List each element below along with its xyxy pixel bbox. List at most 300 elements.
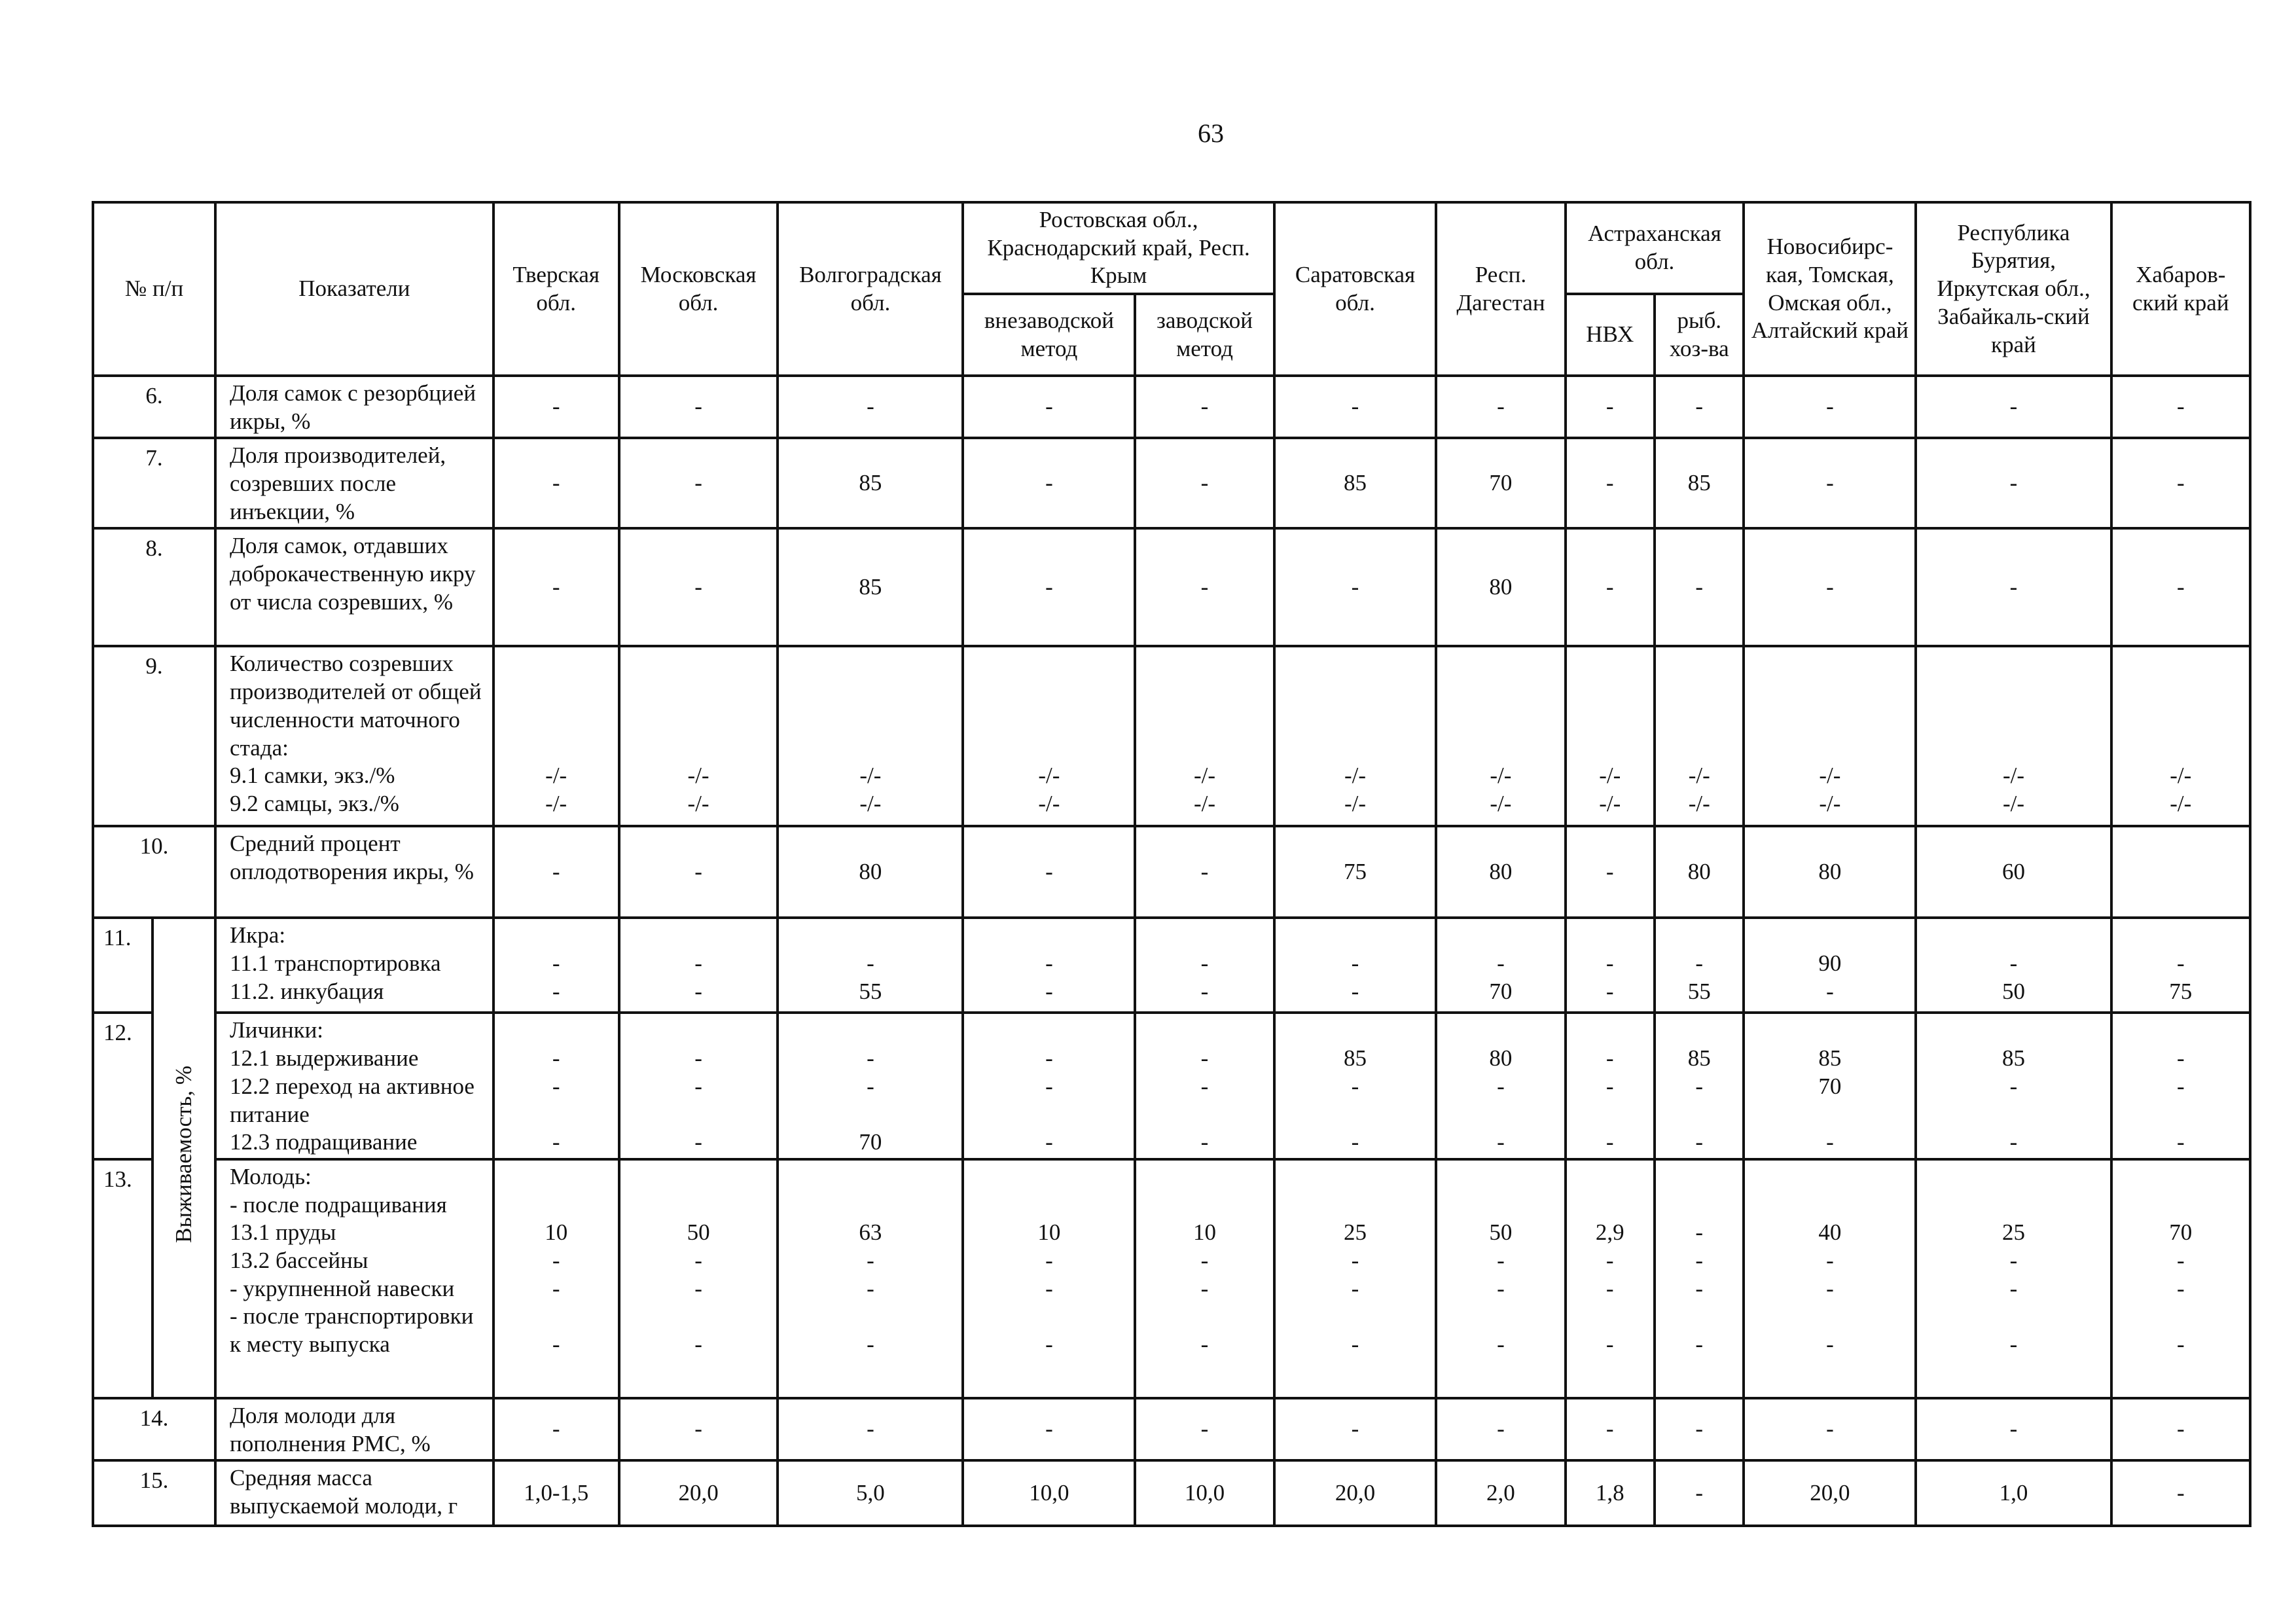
value-cell [1274, 826, 1437, 918]
value: - [1497, 1247, 1505, 1273]
indicator-line: Средний процент оплодотворения икры, % [230, 831, 474, 885]
spacer [968, 1191, 1130, 1219]
header-num: № п/п [93, 202, 215, 376]
indicator-line: 11.2. инкубация [230, 978, 384, 1004]
value: - [552, 470, 560, 496]
value: 20,0 [1335, 1479, 1376, 1506]
value: 80 [1818, 859, 1842, 885]
survival-label: Выживаемость, % [170, 1066, 196, 1244]
spacer [1571, 1303, 1649, 1331]
spacer [1441, 1163, 1560, 1191]
value: - [1045, 950, 1053, 977]
value: 50 [1489, 1219, 1513, 1246]
spacer [1571, 1191, 1649, 1219]
spacer [1441, 1101, 1560, 1129]
value-cell [1135, 528, 1274, 646]
spacer [1921, 922, 2106, 950]
value-cell [619, 438, 778, 528]
spacer [783, 734, 958, 763]
value: - [1351, 950, 1359, 977]
spacer [2117, 650, 2245, 678]
value-cell [493, 438, 619, 528]
value-cell [1135, 1013, 1274, 1159]
value: -/- [1599, 763, 1621, 789]
indicator-line: - после транспортировки к месту выпуска [230, 1303, 474, 1358]
row-number: 11. [93, 918, 152, 1013]
spacer [499, 706, 614, 734]
value: -/- [1038, 790, 1060, 816]
value: - [867, 1331, 874, 1358]
spacer [624, 1191, 773, 1219]
value: - [1826, 470, 1834, 496]
spacer [783, 650, 958, 678]
value: - [694, 950, 702, 977]
row-number: 7. [93, 438, 215, 528]
value: 5,0 [856, 1479, 885, 1506]
spacer [783, 1303, 958, 1331]
value: - [552, 1331, 560, 1358]
value: - [1826, 1416, 1834, 1442]
spacer [1921, 1191, 2106, 1219]
value: - [2009, 574, 2018, 600]
value: - [1826, 393, 1834, 420]
indicator-line: Икра: [230, 922, 286, 948]
value: - [1045, 470, 1053, 496]
value: 50 [687, 1219, 710, 1246]
value: - [694, 978, 702, 1004]
value: 20,0 [678, 1479, 719, 1506]
value-cell [1436, 826, 1565, 918]
indicator-label [215, 376, 493, 438]
value: - [1497, 1073, 1505, 1099]
spacer [1441, 922, 1560, 950]
row-number: 10. [93, 826, 215, 918]
value: - [694, 1247, 702, 1273]
spacer [2117, 706, 2245, 734]
value: - [552, 1045, 560, 1072]
value: - [694, 1416, 702, 1442]
header-astrakhan-sub1: НВХ [1566, 294, 1655, 376]
spacer [499, 734, 614, 763]
indicator-line: Количество созревших производителей от общей численности маточного стада: [230, 651, 482, 761]
row-number: 12. [93, 1013, 152, 1159]
value: 63 [859, 1219, 882, 1246]
value: 10,0 [1184, 1479, 1225, 1506]
value: - [552, 859, 560, 885]
value: - [867, 1247, 874, 1273]
value-cell [1274, 438, 1437, 528]
value-cell [1566, 1460, 1655, 1526]
value: - [1605, 1073, 1614, 1099]
spacer [1921, 678, 2106, 706]
value: -/- [1193, 763, 1216, 789]
spacer [499, 922, 614, 950]
value: -/- [1344, 763, 1367, 789]
spacer [624, 1017, 773, 1045]
value-cell [1744, 528, 1916, 646]
value: - [1351, 1129, 1359, 1155]
value: 85 [1687, 1045, 1711, 1072]
indicator-line: Молодь: [230, 1163, 312, 1189]
table-row [93, 918, 2250, 1013]
spacer [499, 1191, 614, 1219]
spacer [1571, 734, 1649, 763]
value: - [1605, 1045, 1614, 1072]
value-cell [1436, 376, 1565, 438]
spacer [624, 922, 773, 950]
spacer [1280, 922, 1431, 950]
spacer [624, 1303, 773, 1331]
value-cell [1916, 376, 2111, 438]
spacer [2117, 1359, 2245, 1387]
value-cell [1655, 918, 1744, 1013]
indicator-line: 13.2 бассейны [230, 1247, 368, 1273]
value: - [552, 1073, 560, 1099]
value: - [1497, 1331, 1505, 1358]
value: - [1605, 1275, 1614, 1301]
value-cell [1566, 1398, 1655, 1460]
spacer [1660, 1303, 1739, 1331]
value: - [1695, 1129, 1704, 1155]
value-cell [619, 376, 778, 438]
value: - [1351, 393, 1359, 420]
value-cell [778, 1460, 963, 1526]
row-number: 9. [93, 646, 215, 826]
value: -/- [1819, 763, 1841, 789]
value-cell [1135, 1159, 1274, 1398]
value: - [1695, 393, 1704, 420]
value-cell [963, 1159, 1135, 1398]
value: - [1045, 1331, 1053, 1358]
value-cell [1566, 438, 1655, 528]
spacer [1749, 678, 1910, 706]
value: 70 [2169, 1219, 2193, 1246]
value-cell [963, 438, 1135, 528]
value: - [1045, 1416, 1053, 1442]
value: -/- [545, 763, 567, 789]
spacer [1921, 1303, 2106, 1331]
value-cell [1436, 438, 1565, 528]
indicator-label [215, 1013, 493, 1159]
header-rostov-group: Ростовская обл., Краснодарский край, Респ. Крым [963, 202, 1274, 294]
value-cell [2111, 646, 2250, 826]
value: - [1826, 1275, 1834, 1301]
value: - [867, 950, 874, 977]
spacer [624, 650, 773, 678]
value: - [867, 393, 874, 420]
spacer [499, 1359, 614, 1387]
spacer [968, 1303, 1130, 1331]
spacer [1660, 678, 1739, 706]
indicator-line: 13.1 пруды [230, 1219, 336, 1246]
spacer [2117, 1163, 2245, 1191]
value-cell [1566, 528, 1655, 646]
indicator-line: Личинки: [230, 1017, 324, 1043]
spacer [1280, 1191, 1431, 1219]
spacer [968, 922, 1130, 950]
value: - [552, 574, 560, 600]
spacer [968, 678, 1130, 706]
value: - [1497, 393, 1505, 420]
spacer [1140, 1163, 1268, 1191]
value: - [1351, 1331, 1359, 1358]
value-cell [1274, 1398, 1437, 1460]
spacer [1571, 1017, 1649, 1045]
spacer [783, 1017, 958, 1045]
spacer [1280, 1303, 1431, 1331]
value: - [1695, 1275, 1704, 1301]
value-cell [493, 646, 619, 826]
value-cell [778, 918, 963, 1013]
value: - [1045, 978, 1053, 1004]
value: - [1695, 1219, 1704, 1246]
spacer [1571, 706, 1649, 734]
value: - [1826, 978, 1834, 1004]
value: -/- [2170, 763, 2192, 789]
value-cell [1566, 376, 1655, 438]
value: - [2176, 1129, 2185, 1155]
table-row [93, 528, 2250, 646]
spacer [1921, 1163, 2106, 1191]
value-cell [2111, 918, 2250, 1013]
value: 80 [1489, 574, 1513, 600]
value-cell [1655, 376, 1744, 438]
value-cell [778, 1398, 963, 1460]
value-cell [778, 1159, 963, 1398]
indicator-label [215, 528, 493, 646]
data-table [92, 201, 2251, 1527]
spacer [1749, 1017, 1910, 1045]
value: 10 [545, 1219, 568, 1246]
value: 80 [1489, 859, 1513, 885]
value: 85 [859, 470, 882, 496]
spacer [1921, 650, 2106, 678]
value-cell [1916, 1013, 2111, 1159]
spacer [1140, 650, 1268, 678]
value: - [1497, 950, 1505, 977]
spacer [1660, 650, 1739, 678]
value: - [1200, 1129, 1209, 1155]
value: -/- [1344, 790, 1367, 816]
row-number: 6. [93, 376, 215, 438]
header-volgograd: Волгоградская обл. [778, 202, 963, 376]
table-row [93, 376, 2250, 438]
value: - [1605, 393, 1614, 420]
spacer [1140, 1017, 1268, 1045]
value: - [1695, 950, 1704, 977]
value-cell [1744, 1398, 1916, 1460]
value-cell [1274, 1013, 1437, 1159]
value: - [1826, 574, 1834, 600]
spacer [2117, 1017, 2245, 1045]
value-cell [963, 528, 1135, 646]
value: - [552, 1416, 560, 1442]
value: 10 [1193, 1219, 1216, 1246]
value: - [1200, 950, 1209, 977]
spacer [499, 1101, 614, 1129]
value-cell [1135, 918, 1274, 1013]
value: -/- [1038, 763, 1060, 789]
value-cell [1436, 1460, 1565, 1526]
value: -/- [1688, 790, 1710, 816]
value: -/- [687, 763, 709, 789]
value: - [1200, 470, 1209, 496]
spacer [1749, 706, 1910, 734]
value-cell [1916, 1460, 2111, 1526]
spacer [1571, 1101, 1649, 1129]
spacer [1140, 706, 1268, 734]
value-cell [619, 1460, 778, 1526]
spacer [1280, 1017, 1431, 1045]
value-cell [1655, 528, 1744, 646]
spacer [1749, 1303, 1910, 1331]
spacer [1921, 1017, 2106, 1045]
indicator-label [215, 646, 493, 826]
spacer [499, 650, 614, 678]
value-cell [1135, 646, 1274, 826]
value-cell [1916, 438, 2111, 528]
value-cell [778, 438, 963, 528]
value: 60 [2001, 859, 2025, 885]
value-cell [1655, 1159, 1744, 1398]
table-row [93, 1398, 2250, 1460]
value-cell [2111, 1460, 2250, 1526]
row-number: 8. [93, 528, 215, 646]
spacer [1660, 922, 1739, 950]
value-cell [619, 826, 778, 918]
indicator-line: 9.2 самцы, экз./% [230, 790, 399, 816]
table-row [93, 438, 2250, 528]
value-cell [1135, 1398, 1274, 1460]
value: - [2176, 1247, 2185, 1273]
value-cell [619, 646, 778, 826]
value: - [1045, 859, 1053, 885]
indicator-line: Доля самок, отдавших доброкачественную икру от числа созревших, % [230, 533, 476, 615]
indicator-line: Доля самок с резорбцией икры, % [230, 380, 476, 434]
spacer [1140, 1303, 1268, 1331]
value: -/- [1599, 790, 1621, 816]
value: -/- [1490, 763, 1512, 789]
value: 75 [1344, 859, 1367, 885]
spacer [1441, 1303, 1560, 1331]
value: - [2176, 1073, 2185, 1099]
value: 80 [1687, 859, 1711, 885]
value-cell [1274, 528, 1437, 646]
value-cell [1566, 646, 1655, 826]
spacer [2117, 734, 2245, 763]
value-cell [963, 918, 1135, 1013]
spacer [968, 650, 1130, 678]
value-cell [619, 1159, 778, 1398]
value: - [1200, 978, 1209, 1004]
value: 10,0 [1029, 1479, 1069, 1506]
value-cell [2111, 438, 2250, 528]
value: - [1605, 470, 1614, 496]
spacer [1921, 706, 2106, 734]
value-cell [1916, 646, 2111, 826]
spacer [1441, 1017, 1560, 1045]
value-cell [2111, 826, 2250, 918]
value-cell [963, 1398, 1135, 1460]
value-cell [778, 1013, 963, 1159]
value-cell [1274, 918, 1437, 1013]
value: - [2009, 1416, 2018, 1442]
value: 70 [859, 1129, 882, 1155]
spacer [1280, 1163, 1431, 1191]
value-cell [963, 1013, 1135, 1159]
spacer [783, 678, 958, 706]
value: - [867, 1073, 874, 1099]
value-cell [2111, 1398, 2250, 1460]
value-cell [493, 1460, 619, 1526]
spacer [2117, 1191, 2245, 1219]
spacer [624, 1163, 773, 1191]
spacer [1441, 734, 1560, 763]
indicator-line: - укрупненной навески [230, 1275, 455, 1301]
value-cell [619, 918, 778, 1013]
spacer [1749, 1359, 1910, 1387]
spacer [1749, 1163, 1910, 1191]
value-cell [778, 528, 963, 646]
value: -/- [545, 790, 567, 816]
spacer [1571, 650, 1649, 678]
spacer [1140, 1101, 1268, 1129]
header-moscow: Московская обл. [619, 202, 778, 376]
value-cell [1916, 1159, 2111, 1398]
header-saratov: Саратовская обл. [1274, 202, 1437, 376]
spacer [1571, 1163, 1649, 1191]
spacer [499, 1017, 614, 1045]
header-rostov-sub1: внезаводской метод [963, 294, 1135, 376]
table-row [93, 826, 2250, 918]
value: - [2009, 1247, 2018, 1273]
value-cell [1566, 918, 1655, 1013]
value: 1,8 [1595, 1479, 1624, 1506]
value-cell [1274, 646, 1437, 826]
value: - [867, 1275, 874, 1301]
value: 80 [1489, 1045, 1513, 1072]
spacer [1441, 1191, 1560, 1219]
value-cell [963, 376, 1135, 438]
value: - [2176, 1479, 2185, 1506]
value-cell [2111, 376, 2250, 438]
value-cell [1436, 1159, 1565, 1398]
spacer [1280, 1101, 1431, 1129]
spacer [1660, 1359, 1739, 1387]
value-cell [1436, 918, 1565, 1013]
value-cell [1566, 1159, 1655, 1398]
value: - [1605, 950, 1614, 977]
value: - [1605, 1416, 1614, 1442]
value: 85 [1818, 1045, 1842, 1072]
value: - [1695, 1073, 1704, 1099]
value: - [1045, 1045, 1053, 1072]
indicator-line: 12.1 выдерживание [230, 1045, 419, 1072]
table-body [93, 376, 2250, 1526]
value-cell [2111, 1159, 2250, 1398]
value: - [1605, 574, 1614, 600]
value-cell [1274, 376, 1437, 438]
value: - [1200, 393, 1209, 420]
value: - [1351, 978, 1359, 1004]
value: - [2176, 1416, 2185, 1442]
value: 25 [1344, 1219, 1367, 1246]
value-cell [1655, 646, 1744, 826]
spacer [1441, 1359, 1560, 1387]
spacer [499, 1163, 614, 1191]
value-cell [619, 528, 778, 646]
value: - [1200, 574, 1209, 600]
